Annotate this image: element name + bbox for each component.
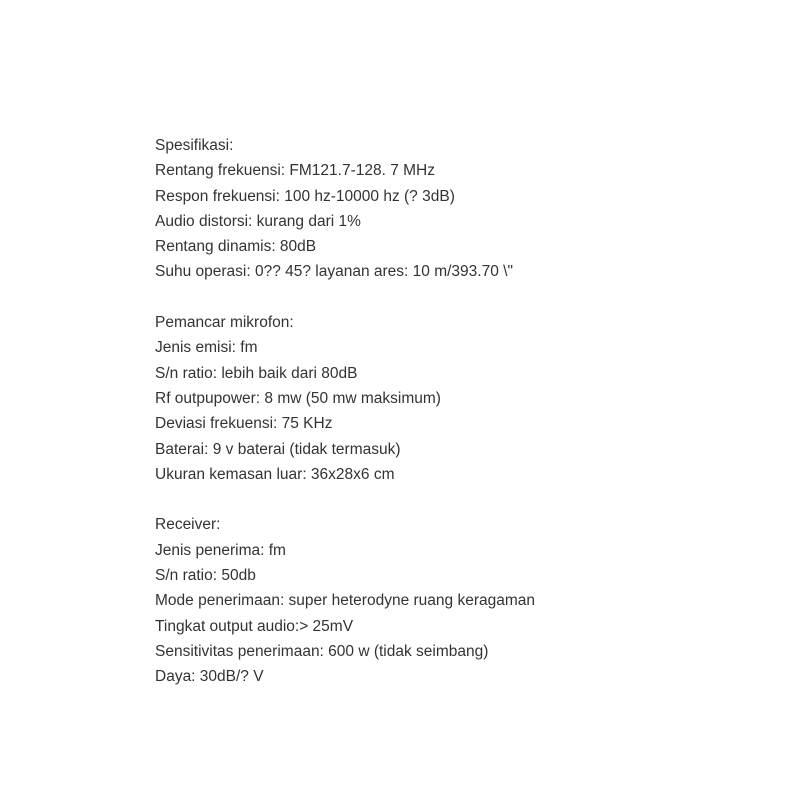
- spec-section-general: [155, 133, 775, 285]
- spec-line: Respon frekuensi: 100 hz-10000 hz (? 3dB): [155, 187, 455, 205]
- spec-document: [155, 133, 775, 690]
- spec-line: S/n ratio: lebih baik dari 80dB: [155, 364, 358, 382]
- spec-line: Daya: 30dB/? V: [155, 668, 264, 686]
- section-heading: Spesifikasi:: [155, 137, 234, 154]
- spec-section-transmitter: [155, 310, 775, 487]
- spec-line: Mode penerimaan: super heterodyne ruang keragaman: [155, 592, 535, 610]
- spec-line: Ukuran kemasan luar: 36x28x6 cm: [155, 465, 395, 483]
- spec-line: Audio distorsi: kurang dari 1%: [155, 212, 361, 230]
- section-heading: Receiver:: [155, 516, 221, 534]
- spec-line: Rf outpupower: 8 mw (50 mw maksimum): [155, 389, 441, 407]
- spec-section-receiver: [155, 512, 775, 689]
- spec-line: Jenis emisi: fm: [155, 339, 258, 357]
- section-spacer: [155, 487, 775, 512]
- spec-line: Jenis penerima: fm: [155, 541, 286, 559]
- spec-line: Rentang dinamis: 80dB: [155, 238, 317, 256]
- spec-line: Sensitivitas penerimaan: 600 w (tidak seimbang): [155, 642, 489, 660]
- spec-line: S/n ratio: 50db: [155, 567, 256, 585]
- spec-line: Rentang frekuensi: FM121.7-128. 7 MHz: [155, 162, 435, 180]
- spec-line: Baterai: 9 v baterai (tidak termasuk): [155, 440, 401, 458]
- section-spacer: [155, 285, 775, 310]
- spec-line: Suhu operasi: 0?? 45? layanan ares: 10 m/393.70 \": [155, 263, 513, 281]
- spec-line: Deviasi frekuensi: 75 KHz: [155, 415, 333, 433]
- section-heading: Pemancar mikrofon:: [155, 314, 294, 332]
- spec-line: Tingkat output audio:> 25mV: [155, 617, 354, 635]
